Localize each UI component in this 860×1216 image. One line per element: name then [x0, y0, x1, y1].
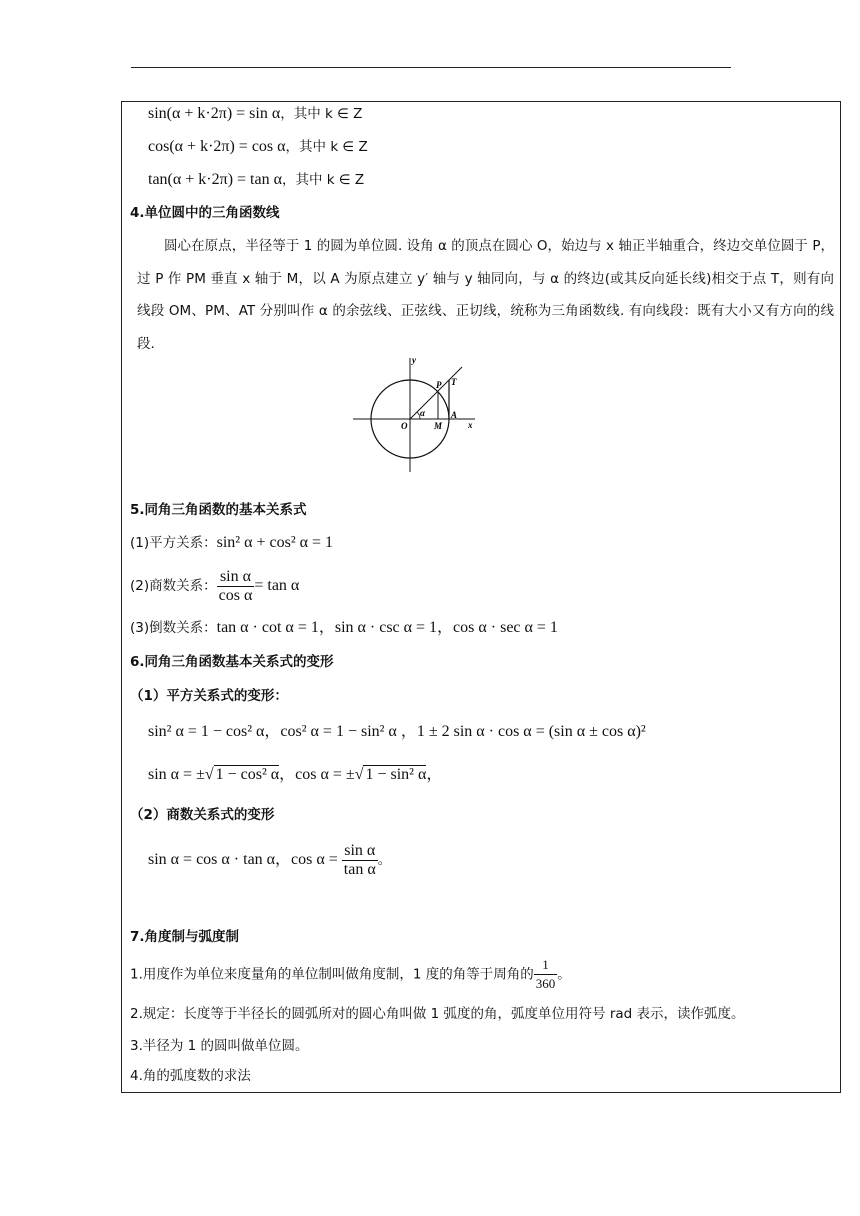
- relation-square: (1)平方关系：sin² α + cos² α = 1: [130, 534, 334, 551]
- figure-label-t: T: [451, 377, 457, 387]
- unit-circle-figure: [350, 355, 480, 475]
- formula-square-variants: sin² α = 1 − cos² α，cos² α = 1 − sin² α ，1 ± 2 sin α · cos α = (sin α ± cos α)²: [148, 723, 646, 740]
- section-7-item-3: 3.半径为 1 的圆叫做单位圆。: [130, 1038, 309, 1054]
- section-6-heading: 6.同角三角函数基本关系式的变形: [130, 654, 334, 670]
- section-7-item-2: 2.规定：长度等于半径长的圆弧所对的圆心角叫做 1 弧度的角，弧度单位用符号 rad 表示，读作弧度。: [130, 1006, 745, 1022]
- figure-label-p: P: [436, 380, 442, 390]
- figure-label-alpha: α: [420, 408, 425, 418]
- figure-label-y: y: [412, 355, 416, 365]
- formula-quotient-variants: sin α = cos α · tan α，cos α = $\frac{\text{sin α}}{\text{tan α}}$ 。: [148, 841, 392, 878]
- figure-label-a: A: [451, 410, 458, 420]
- figure-label-m: M: [434, 421, 443, 431]
- figure-label-x: x: [468, 420, 473, 430]
- subheading-quotient-variant: （2）商数关系式的变形: [130, 807, 275, 823]
- section-7-item-4: 4.角的弧度数的求法: [130, 1068, 251, 1084]
- header-rule: [131, 67, 731, 68]
- relation-reciprocal: (3)倒数关系：tan α · cot α = 1，sin α · csc α = 1，cos α · sec α = 1: [130, 619, 558, 636]
- relation-quotient: (2)商数关系： $\frac{\text{sin α}}{\text{cos α}}$ = tan α: [130, 567, 300, 604]
- section-7-heading: 7.角度制与弧度制: [130, 929, 240, 945]
- figure-label-o: O: [401, 421, 408, 431]
- section-5-heading: 5.同角三角函数的基本关系式: [130, 502, 307, 518]
- formula-period-sin: sin(α + k·2π) = sin α，其中 k ∈ Z: [148, 105, 363, 122]
- subheading-square-variant: （1）平方关系式的变形：: [130, 688, 288, 704]
- formula-period-cos: cos(α + k·2π) = cos α，其中 k ∈ Z: [148, 138, 368, 155]
- formula-period-tan: tan(α + k·2π) = tan α，其中 k ∈ Z: [148, 171, 365, 188]
- section-7-item-1: 1.用度作为单位来度量角的单位制叫做角度制，1 度的角等于周角的 $\frac{1}{360}$ 。: [130, 957, 571, 991]
- formula-sqrt-variants: sin α = ±√ 1 − cos² α，cos α = ±√ 1 − sin² α，: [148, 766, 443, 783]
- section-4-paragraph: 圆心在原点，半径等于 1 的圆为单位圆. 设角 α 的顶点在圆心 O，始边与 x 轴正半轴重合，终边交单位圆于 P，过 P 作 PM 垂直 x 轴于 M，以 A 为原点建立 y′ 轴与 y 轴同向，与 α 的终边(或其反向延长线)相交于点 T，则有向线段 OM、PM、AT 分别叫作 α 的余弦线、正弦线、正切线，统称为三角函数线. 有向线段：既有大小又有方向的线段.: [137, 238, 834, 352]
- section-4-heading: 4.单位圆中的三角函数线: [130, 205, 280, 221]
